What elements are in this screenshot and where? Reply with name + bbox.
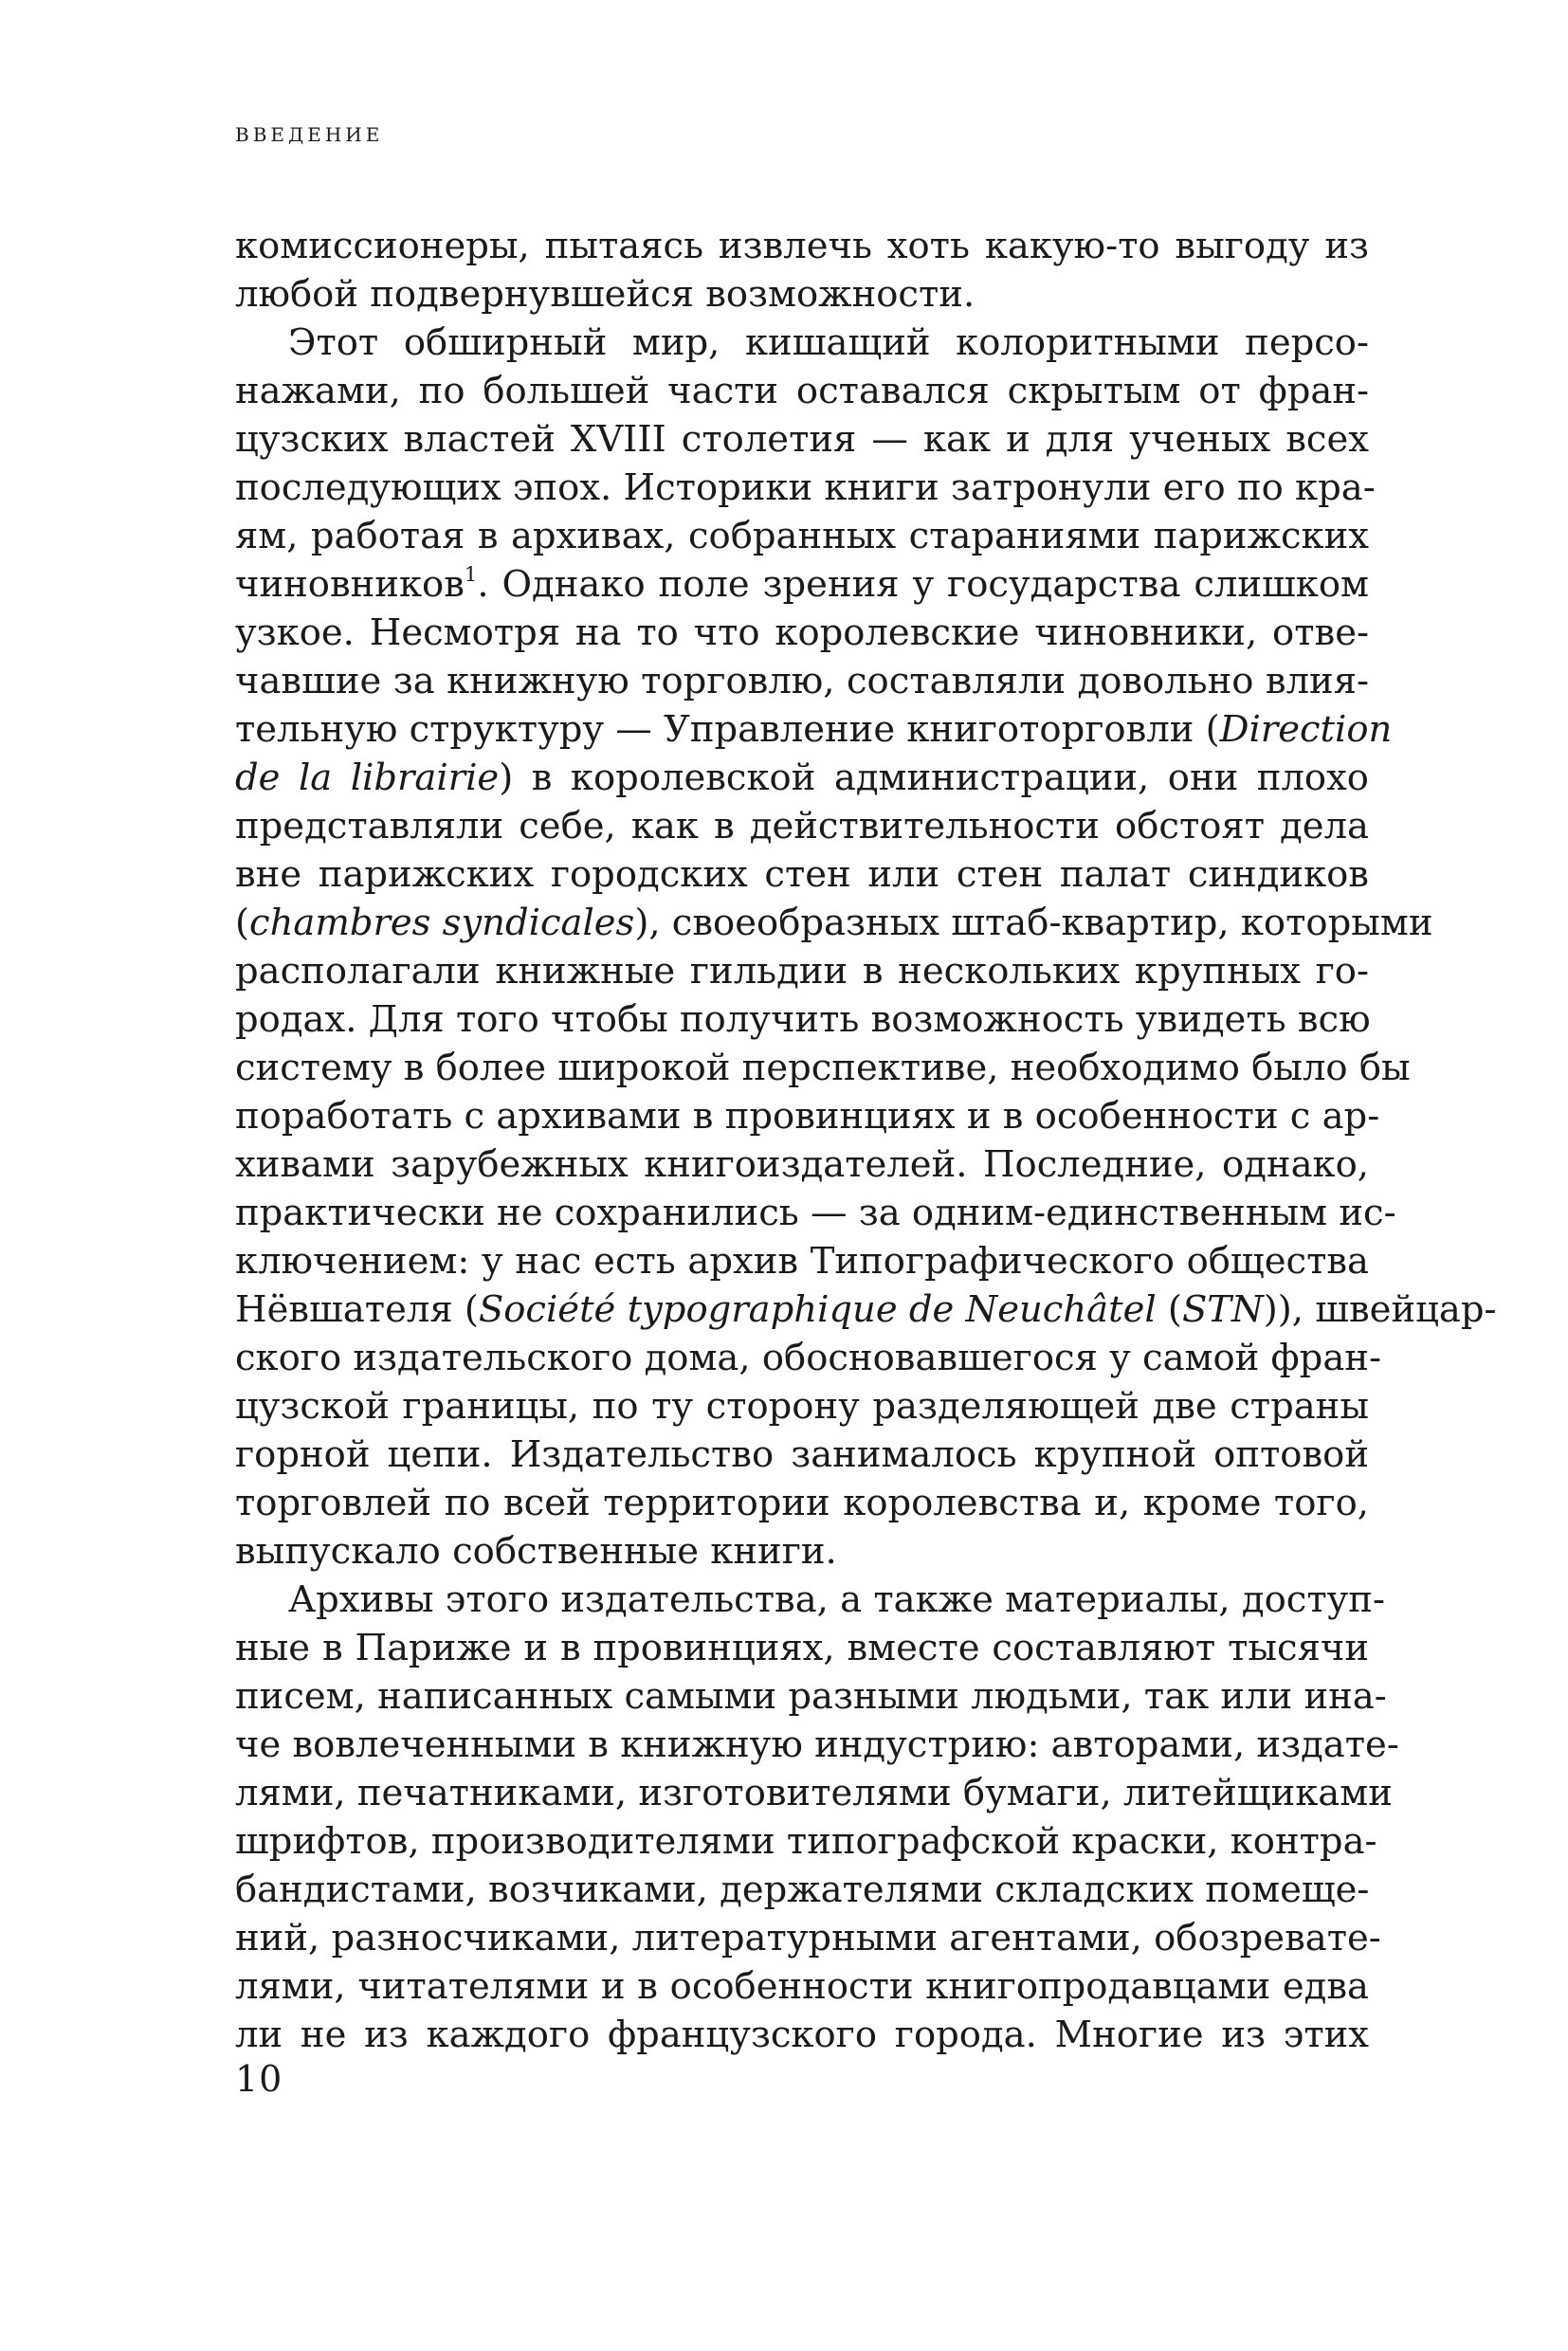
text-line: практически не сохранились — за одним-единственным ис-	[235, 1192, 1396, 1234]
text-line: комиссионеры, пытаясь извлечь хоть какую-то выгоду из	[235, 225, 1369, 267]
text-run: чиновников	[235, 563, 465, 606]
text-line: ям, работая в архивах, собранных стараниями парижских	[235, 515, 1369, 557]
text-line	[235, 899, 1433, 947]
text-line: писем, написанных самыми разными людьми, так или ина-	[235, 1675, 1387, 1718]
text-line: Архивы этого издательства, а также материалы, доступ-	[288, 1578, 1385, 1621]
text-run: ), своеобразных штаб-квартир, которыми	[634, 902, 1433, 944]
text-line: ли не из каждого французского города. Многие из этих	[235, 2014, 1369, 2056]
italic-term: Direction	[1219, 708, 1393, 751]
text-run: (	[1156, 1288, 1182, 1331]
text-line: цузской границы, по ту сторону разделяющей две страны	[235, 1385, 1369, 1428]
text-run: тельную структуру — Управление книготорговли (	[235, 708, 1220, 751]
text-line	[235, 560, 1369, 609]
text-line: ные в Париже и в провинциях, вместе составляют тысячи	[235, 1627, 1369, 1669]
text-line: родах. Для того чтобы получить возможность увидеть всю	[235, 998, 1371, 1041]
text-line: чавшие за книжную торговлю, составляли довольно влия-	[235, 660, 1369, 702]
text-line: располагали книжные гильдии в нескольких крупных го-	[235, 950, 1369, 993]
text-line: цузских властей XVIII столетия — как и для ученых всех	[235, 418, 1369, 461]
text-line: систему в более широкой перспективе, необходимо было бы	[235, 1047, 1411, 1089]
text-run: (	[235, 902, 250, 944]
text-line: лями, читателями и в особенности книгопродавцами едва	[235, 1965, 1369, 2008]
italic-term: Société typographique de Neuchâtel	[478, 1288, 1157, 1331]
text-run: Нёвшателя (	[235, 1288, 479, 1331]
text-line: хивами зарубежных книгоиздателей. Последние, однако,	[235, 1143, 1369, 1186]
text-line: че вовлеченными в книжную индустрию: авторами, издате-	[235, 1723, 1399, 1766]
text-line: торговлей по всей территории королевства и, кроме того,	[235, 1482, 1369, 1524]
text-line: нажами, по большей части оставался скрытым от фран-	[235, 370, 1369, 412]
footnote-ref: 1	[464, 562, 478, 587]
text-line: поработать с архивами в провинциях и в особенности с ар-	[235, 1095, 1380, 1138]
text-line: ключением: у нас есть архив Типографического общества	[235, 1240, 1369, 1283]
text-line: ского издательского дома, обосновавшегося у самой фран-	[235, 1337, 1381, 1379]
text-line	[235, 1285, 1497, 1334]
text-line: шрифтов, производителями типографской краски, контра-	[235, 1820, 1377, 1863]
italic-term: chambres syndicales	[249, 902, 635, 944]
text-line: последующих эпох. Историки книги затронули его по кра-	[235, 466, 1376, 509]
running-head: ВВЕДЕНИЕ	[235, 123, 384, 146]
text-line: ний, разносчиками, литературными агентами, обозревате-	[235, 1917, 1381, 1959]
text-line: горной цепи. Издательство занималось крупной оптовой	[235, 1433, 1369, 1476]
text-run: ) в королевской администрации, они плохо	[499, 756, 1369, 799]
text-line: бандистами, возчиками, держателями складских помеще-	[235, 1868, 1370, 1911]
text-line: вне парижских городских стен или стен палат синдиков	[235, 853, 1369, 896]
text-line: лями, печатниками, изготовителями бумаги, литейщиками	[235, 1772, 1393, 1814]
text-run: . Однако поле зрения у государства слишком	[477, 563, 1369, 606]
text-line	[235, 705, 1393, 754]
text-line: любой подвернувшейся возможности.	[235, 273, 975, 316]
text-line: представляли себе, как в действительности обстоят дела	[235, 805, 1369, 847]
text-line: узкое. Несмотря на то что королевские чиновники, отве-	[235, 611, 1369, 654]
text-line: выпускало собственные книги.	[235, 1530, 837, 1573]
italic-term: de la librairie	[235, 756, 500, 799]
body-text	[235, 222, 1497, 2059]
text-run: )), швейцар-	[1263, 1288, 1497, 1331]
italic-term: STN	[1181, 1288, 1264, 1331]
page-number: 10	[235, 2058, 283, 2100]
text-line	[235, 754, 1369, 802]
text-line: Этот обширный мир, кишащий колоритными персо-	[288, 321, 1369, 364]
